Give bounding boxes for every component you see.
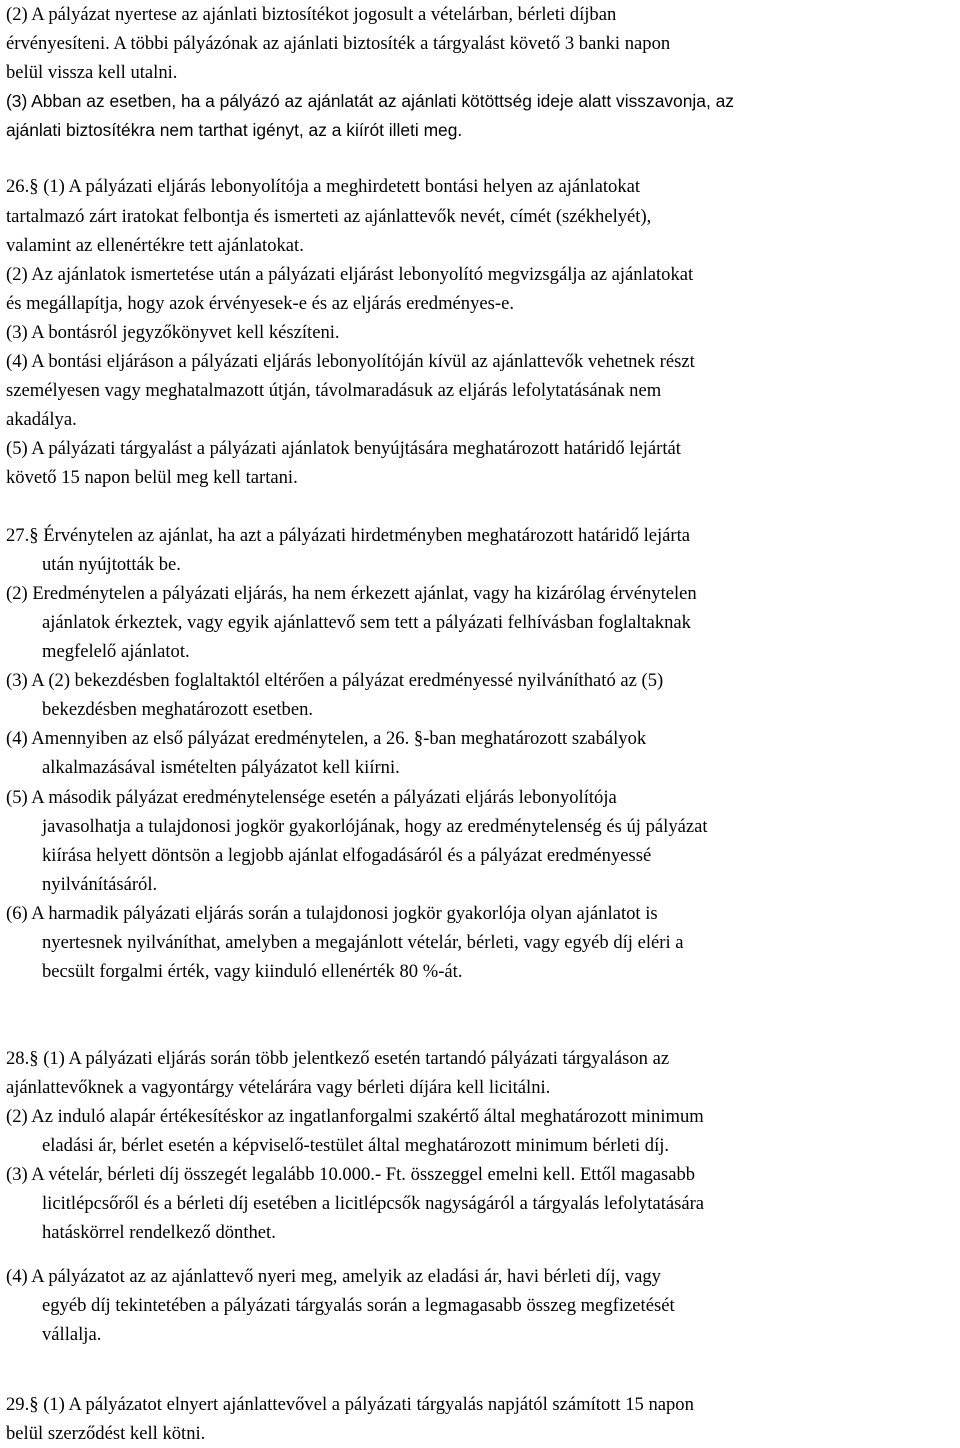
text-line: vállalja.	[42, 1324, 102, 1345]
text-line: (3) A bontásról jegyzőkönyvet kell készíteni.	[6, 322, 340, 343]
text-line: javasolhatja a tulajdonosi jogkör gyakorlójának, hogy az eredménytelenség és új pályázat	[42, 816, 708, 837]
text-line: és megállapítja, hogy azok érvényesek-e és az eljárás eredményes-e.	[6, 293, 514, 314]
text-line: belül vissza kell utalni.	[6, 62, 178, 83]
text-line: követő 15 napon belül meg kell tartani.	[6, 467, 298, 488]
text-line: valamint az ellenértékre tett ajánlatokat.	[6, 235, 304, 256]
section-28-heading: 28.§ (1) A pályázati eljárás során több jelentkező esetén tartandó pályázati tárgyaláson az	[6, 1048, 670, 1069]
text-line: egyéb díj tekintetében a pályázati tárgyalás során a legmagasabb összeg megfizetését	[42, 1295, 675, 1316]
text-line: akadálya.	[6, 409, 77, 430]
text-line: érvényesíteni. A többi pályázónak az ajánlati biztosíték a tárgyalást követő 3 banki napon	[6, 33, 671, 54]
text-line: eladási ár, bérlet esetén a képviselő-testület által meghatározott minimum bérleti díj.	[42, 1135, 670, 1156]
text-line: bekezdésben meghatározott esetben.	[42, 699, 314, 720]
text-line: (4) A bontási eljáráson a pályázati eljárás lebonyolítóján kívül az ajánlattevők vehetnek részt	[6, 351, 695, 372]
text-line: személyesen vagy meghatalmazott útján, távolmaradásuk az eljárás lefolytatásának nem	[6, 380, 662, 401]
text-line: (2) Az ajánlatok ismertetése után a pályázati eljárást lebonyolító megvizsgálja az ajánlatokat	[6, 264, 694, 285]
text-line: (6) A harmadik pályázati eljárás során a tulajdonosi jogkör gyakorlója olyan ajánlatot is	[6, 903, 658, 924]
text-line: becsült forgalmi érték, vagy kiinduló ellenérték 80 %-át.	[42, 961, 463, 982]
text-line: (3) A (2) bekezdésben foglaltaktól eltérően a pályázat eredményessé nyilvánítható az (5)	[6, 670, 664, 691]
text-line: (5) A pályázati tárgyalást a pályázati ajánlatok benyújtására meghatározott határidő lejártát	[6, 438, 681, 459]
section-27-heading: 27.§ Érvénytelen az ajánlat, ha azt a pályázati hirdetményben meghatározott határidő lejárta	[6, 525, 691, 546]
text-line: megfelelő ajánlatot.	[42, 641, 190, 662]
section-29-heading: 29.§ (1) A pályázatot elnyert ajánlattevővel a pályázati tárgyalás napjától számított 15 napon	[6, 1394, 694, 1415]
text-line: ajánlattevőknek a vagyontárgy vételárára vagy bérleti díjára kell licitálni.	[6, 1077, 551, 1098]
text-line: licitlépcsőről és a bérleti díj esetében a licitlépcsők nagyságáról a tárgyalás lefolytatására	[42, 1193, 705, 1214]
text-line: nyilvánításáról.	[42, 874, 158, 895]
text-line: nyertesnek nyilváníthat, amelyben a megajánlott vételár, bérleti, vagy egyéb díj eléri a	[42, 932, 684, 953]
text-line: (2) A pályázat nyertese az ajánlati biztosítékot jogosult a vételárban, bérleti díjban	[6, 4, 617, 25]
text-line: (3) A vételár, bérleti díj összegét legalább 10.000.- Ft. összeggel emelni kell. Ettől magasabb	[6, 1164, 696, 1185]
text-line: (4) A pályázatot az az ajánlattevő nyeri meg, amelyik az eladási ár, havi bérleti díj, vagy	[6, 1266, 661, 1287]
text-line: kiírása helyett döntsön a legjobb ajánlat elfogadásáról és a pályázat eredményessé	[42, 845, 652, 866]
text-line: belül szerződést kell kötni.	[6, 1423, 206, 1444]
text-line: ajánlati biztosítékra nem tarthat igényt, az a kiírót illeti meg.	[6, 120, 463, 140]
section-26-heading: 26.§ (1) A pályázati eljárás lebonyolítója a meghirdetett bontási helyen az ajánlatokat	[6, 176, 641, 197]
text-line: után nyújtották be.	[42, 554, 181, 575]
text-line: tartalmazó zárt iratokat felbontja és ismerteti az ajánlattevők nevét, címét (székhelyét),	[6, 206, 652, 227]
text-line: ajánlatok érkeztek, vagy egyik ajánlattevő sem tett a pályázati felhívásban foglaltaknak	[42, 612, 691, 633]
text-line: hatáskörrel rendelkező dönthet.	[42, 1222, 276, 1243]
text-line: (2) Eredménytelen a pályázati eljárás, ha nem érkezett ajánlat, vagy ha kizárólag érvénytelen	[6, 583, 697, 604]
text-line: (2) Az induló alapár értékesítéskor az ingatlanforgalmi szakértő által meghatározott minimum	[6, 1106, 704, 1127]
text-line: alkalmazásával ismételten pályázatot kell kiírni.	[42, 757, 400, 778]
text-line: (5) A második pályázat eredménytelensége esetén a pályázati eljárás lebonyolítója	[6, 787, 617, 808]
text-line: (3) Abban az esetben, ha a pályázó az ajánlatát az ajánlati kötöttség ideje alatt visszavonja, az	[6, 91, 734, 111]
text-line: (4) Amennyiben az első pályázat eredménytelen, a 26. §-ban meghatározott szabályok	[6, 728, 647, 749]
